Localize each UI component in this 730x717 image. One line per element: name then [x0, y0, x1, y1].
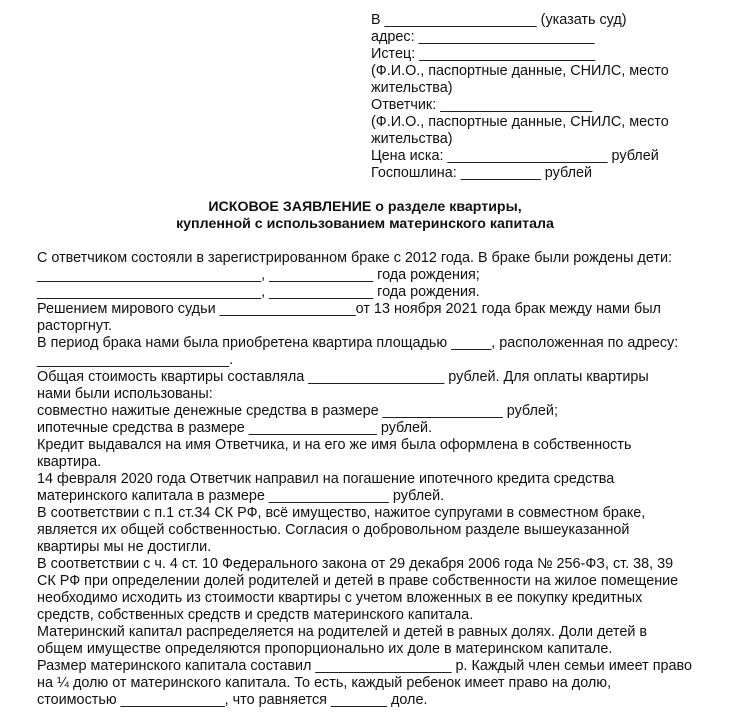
body-line: С ответчиком состояли в зарегистрированном браке с 2012 года. В браке были рождены дети: — [37, 250, 672, 266]
header-defendant-line: Ответчик: ___________________ — [371, 97, 593, 113]
body-line: средств, собственных средств и средств материнского капитала. — [37, 607, 474, 623]
header-claim-price: Цена иска: ____________________ рублей — [371, 148, 659, 164]
body-line: ________________________. — [37, 352, 234, 368]
body-line: нами были использованы: — [37, 386, 213, 402]
body-line: ____________________________, _____________ года рождения; — [37, 267, 480, 283]
document-title-line-2: купленной с использованием материнского капитала — [176, 216, 554, 232]
body-line: стоимостью _____________, что равняется _______ доле. — [37, 692, 428, 708]
body-line: квартира. — [37, 454, 102, 470]
body-line: является их общей собственностью. Согласия о добровольном разделе вышеуказанной — [37, 522, 630, 538]
body-line: квартиры мы не достигли. — [37, 539, 212, 555]
body-line: В период брака нами была приобретена квартира площадью _____, расположенная по адресу: — [37, 335, 679, 351]
body-line: В соответствии с п.1 ст.34 СК РФ, всё имущество, нажитое супругами в совместном браке, — [37, 505, 646, 521]
body-line: совместно нажитые денежные средства в размере _______________ рублей; — [37, 403, 558, 419]
body-line: общем имуществе определяются пропорционально их доле в материнском капитале. — [37, 641, 613, 657]
body-line: Кредит выдавался на имя Ответчика, и на его же имя была оформлена в собственность — [37, 437, 632, 453]
body-line: материнского капитала в размере _______________ рублей. — [37, 488, 445, 504]
header-address-line: адрес: ______________________ — [371, 29, 595, 45]
header-plaintiff-note-2: жительства) — [371, 80, 453, 96]
header-state-fee: Госпошлина: __________ рублей — [371, 165, 593, 181]
body-line: Решением мирового судьи _________________от 13 ноября 2021 года брак между нами был — [37, 301, 661, 317]
body-line: ____________________________, _____________ года рождения. — [37, 284, 480, 300]
header-defendant-note-2: жительства) — [371, 131, 453, 147]
body-line: 14 февраля 2020 года Ответчик направил на погашение ипотечного кредита средства — [37, 471, 615, 487]
body-line: Размер материнского капитала составил _________________ р. Каждый член семьи имеет право — [37, 658, 693, 674]
body-line: В соответствии с ч. 4 ст. 10 Федерального закона от 29 декабря 2006 года № 256-ФЗ, ст. 38, 39 — [37, 556, 674, 572]
body-line: ипотечные средства в размере ________________ рублей. — [37, 420, 433, 436]
body-line: СК РФ при определении долей родителей и детей в праве собственности на жилое помещение — [37, 573, 679, 589]
document-title-line-1: ИСКОВОЕ ЗАЯВЛЕНИЕ о разделе квартиры, — [208, 199, 522, 215]
body-line: необходимо исходить из стоимости квартиры с учетом вложенных в ее покупку кредитных — [37, 590, 643, 606]
body-line: Материнский капитал распределяется на родителей и детей в равных долях. Доли детей в — [37, 624, 648, 640]
header-plaintiff-line: Истец: ______________________ — [371, 46, 596, 62]
header-defendant-note: (Ф.И.О., паспортные данные, СНИЛС, место — [371, 114, 669, 130]
body-line: на ¼ долю от материнского капитала. То есть, каждый ребенок имеет право на долю, — [37, 675, 612, 691]
body-line: расторгнут. — [37, 318, 113, 334]
body-line: Общая стоимость квартиры составляла _________________ рублей. Для оплаты квартиры — [37, 369, 649, 385]
header-court-line: В ___________________ (указать суд) — [371, 12, 627, 28]
header-plaintiff-note: (Ф.И.О., паспортные данные, СНИЛС, место — [371, 63, 669, 79]
